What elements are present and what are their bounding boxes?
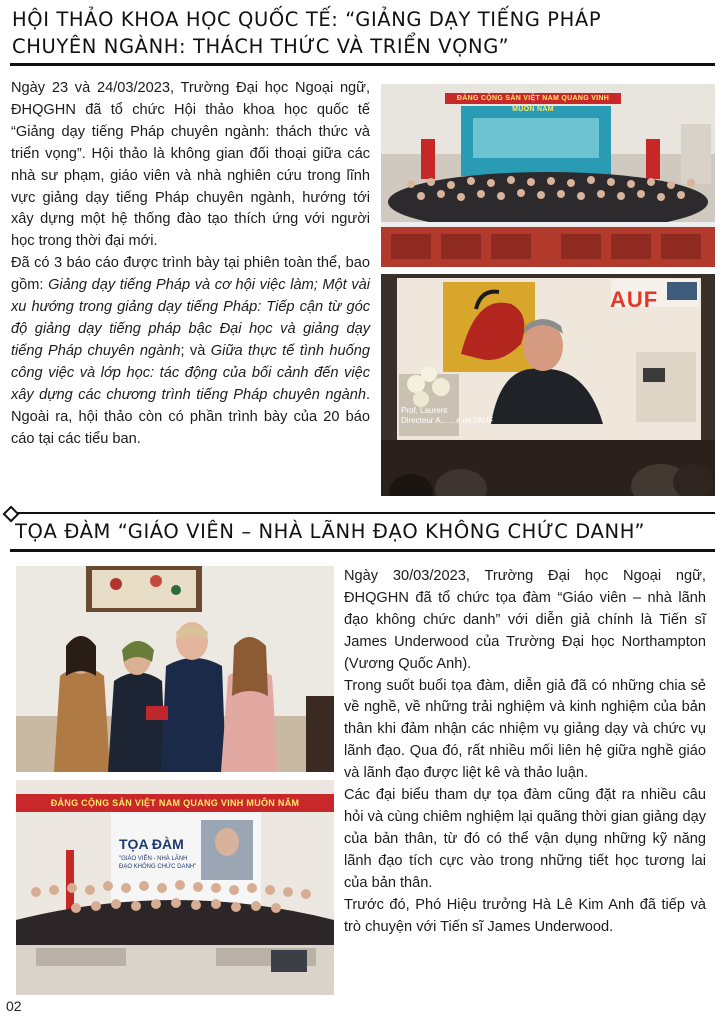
section1-paragraph-1: Ngày 23 và 24/03/2023, Trường Đại học Ngoại ngữ, ĐHQGHN đã tổ chức Hội thảo khoa học quốc tế “Giảng dạy tiếng Pháp chuyên ngành: thách thức và triển vọng”. Hội thảo là không gian đối thoại giữa các nhà sư phạm, giáo viên và nhà nghiên cứu trong lĩnh vực giảng dạy tiếng Pháp chuyên ngành, hướng tới xây dựng một hệ thống đào tạo thích ứng với người học trong thời đại mới.: [11, 80, 370, 250]
page-number: 02: [6, 998, 22, 1014]
section1-title: [12, 6, 712, 60]
seminar-screen-subtitle: "GIÁO VIÊN - NHÀ LÃNH ĐẠO KHÔNG CHỨC DANH": [119, 856, 197, 870]
seminar-banner: ĐẢNG CỘNG SẢN VIỆT NAM QUANG VINH MUÔN NĂM: [50, 798, 300, 808]
section2-paragraph-2: Trong suốt buổi tọa đàm, diễn giả đã có những chia sẻ về nghề, về những trải nghiệm và kinh nghiệm của bản thân khi đảm nhận các nhiệm vụ giảng dạy và chức vụ lãnh đạo. Qua đó, rất nhiều mối liên hệ giữa nghề giáo và lãnh đạo được liệt kê và thảo luận.: [344, 677, 706, 782]
video-call-speaker-art: [381, 274, 715, 496]
section2-body: [344, 566, 706, 938]
video-call-speaker-photo: [381, 274, 715, 496]
section2-title-top-rule: [17, 512, 715, 514]
conference-banner: ĐẢNG CỘNG SẢN VIỆT NAM QUANG VINH MUÔN NĂM: [445, 93, 621, 104]
conference-group-photo: [381, 84, 715, 267]
section1-title-line2: CHUYÊN NGÀNH: THÁCH THỨC VÀ TRIỂN VỌNG”: [12, 35, 510, 58]
section2-paragraph-4: Trước đó, Phó Hiệu trưởng Hà Lê Kim Anh đã tiếp và trò chuyện với Tiến sĩ James Underwood.: [344, 896, 706, 935]
seminar-screen-title: TỌA ĐÀM: [119, 836, 184, 852]
auf-logo: AUF: [610, 287, 659, 312]
section2-paragraph-1: Ngày 30/03/2023, Trường Đại học Ngoại ngữ, ĐHQGHN đã tổ chức tọa đàm “Giáo viên – nhà lãnh đạo không chức danh” với diễn giả chính là Tiến sĩ James Underwood của Trường Đại học Northampton (Vương Quốc Anh).: [344, 568, 706, 672]
gift-exchange-art: [16, 566, 334, 772]
section2-paragraph-3: Các đại biểu tham dự tọa đàm cũng đặt ra nhiều câu hỏi và cùng chiêm nghiệm lại quãng thời gian giảng dạy của bản thân, từ đó có thể vận dụng những kỹ năng lãnh đạo tích cực vào trong những tiết học tương lai của bản thân.: [344, 787, 706, 891]
speaker-caption-line1: Prof. Laurent: [401, 406, 448, 415]
section1-title-rule: [10, 63, 715, 66]
section1-body: [11, 78, 370, 450]
speaker-caption-line2: Directeur A... ...e de l'AUF: [401, 416, 494, 425]
section2-title-bottom-rule: [10, 549, 715, 552]
gift-exchange-photo: [16, 566, 334, 772]
section1-paragraph-2: Đã có 3 báo cáo được trình bày tại phiên toàn thể, bao gồm: Giảng dạy tiếng Pháp và cơ hội việc làm; Một vài xu hướng trong giảng dạy tiếng Pháp: Tiếp cận từ góc độ giảng dạy tiếng pháp bậc Đại học và giảng dạy tiếng Pháp chuyên ngành; và Giữa thực tế tình huống công việc và lớp học: tác động của bối cảnh đến việc xây dựng các chương trình tiếng Pháp chuyên ngành. Ngoài ra, hội thảo còn có phần trình bày của 20 báo cáo tại các tiểu ban.: [11, 255, 371, 447]
speaker-caption: [401, 406, 493, 426]
section1-title-line1: HỘI THẢO KHOA HỌC QUỐC TẾ: “GIẢNG DẠY TIẾNG PHÁP: [12, 8, 602, 31]
section2-title: TỌA ĐÀM “GIÁO VIÊN – NHÀ LÃNH ĐẠO KHÔNG CHỨC DANH”: [15, 520, 646, 543]
seminar-group-photo: [16, 780, 334, 995]
seminar-group-art: [16, 780, 334, 995]
